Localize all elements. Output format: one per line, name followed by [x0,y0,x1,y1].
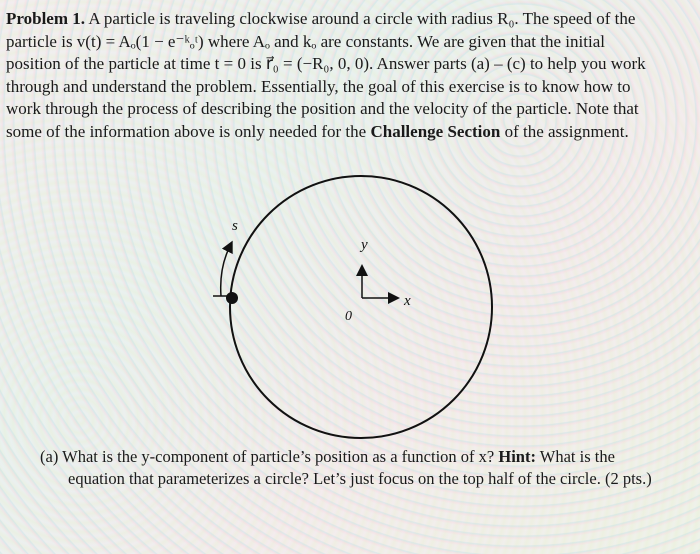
arc-length-arrow [221,246,230,296]
part-a-line-1: (a) What is the y-component of particle’s position as a function of x? Hint: What is the [40,447,615,466]
problem-line-4: through and understand the problem. Essentially, the goal of this exercise is to know how to [6,76,631,96]
challenge-section-label: Challenge Section [370,121,501,141]
particle-dot [226,292,238,304]
label-x: x [404,293,411,309]
problem-line-1: Problem 1. A particle is traveling clockwise around a circle with radius R₀. The speed of the [6,9,636,28]
problem-label: Problem 1. [6,9,86,28]
label-y: y [361,237,368,253]
problem-line-6: some of the information above is only needed for the Challenge Section of the assignment. [6,121,629,141]
problem-line-5: work through the process of describing the position and the velocity of the particle. Note that [6,99,639,118]
label-s: s [232,218,238,234]
circle-path [230,176,492,438]
part-a-question [40,446,690,490]
part-a-line-2: equation that parameterizes a circle? Let’s just focus on the top half of the circle. (2 pts.) [68,469,652,488]
problem-line-2: particle is v(t) = Aₒ(1 − e⁻ᵏₒᵗ) where Aₒ and kₒ are constants. We are given that the initial [6,31,605,51]
hint-label: Hint: [498,447,536,466]
label-origin: 0 [345,309,352,324]
problem-line-3: position of the particle at time t = 0 is r⃗₀ = (−R₀, 0, 0). Answer parts (a) – (c) to help you work [6,54,646,73]
